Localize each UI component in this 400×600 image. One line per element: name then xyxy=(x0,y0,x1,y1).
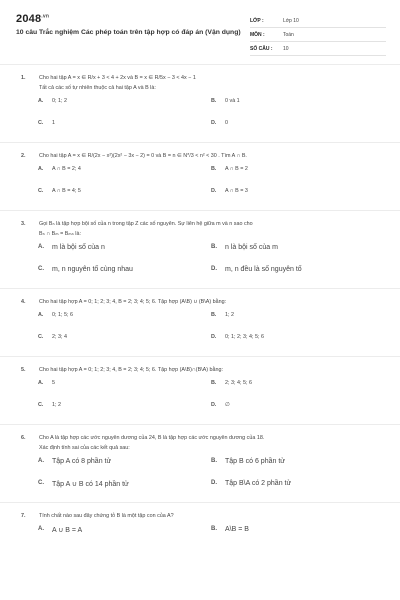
option-text: A ∩ B = 2; 4 xyxy=(52,166,81,172)
option-label: D. xyxy=(211,402,217,408)
question-number: 6. xyxy=(21,435,26,441)
option-label: A. xyxy=(38,98,44,104)
question-line xyxy=(16,73,384,83)
option-text: ∅ xyxy=(225,402,230,408)
answer-option-a[interactable] xyxy=(38,380,211,402)
option-label: A. xyxy=(38,312,44,318)
logo-text: 2048 xyxy=(16,13,42,25)
question-6 xyxy=(0,424,400,502)
option-label: A. xyxy=(38,166,44,172)
question-number: 1. xyxy=(21,75,26,81)
question-text: Tính chất nào sau đây chứng tỏ B là một tập con của A? xyxy=(39,513,174,519)
info-key: SỐ CÂU : xyxy=(250,45,273,52)
answer-option-a[interactable] xyxy=(38,526,211,548)
option-text: A ∩ B = 2 xyxy=(225,166,248,172)
option-label: B. xyxy=(211,458,217,464)
info-value: 10 xyxy=(283,45,289,52)
answer-option-c[interactable] xyxy=(38,266,211,288)
option-text: A ∩ B = 3 xyxy=(225,188,248,194)
answer-options xyxy=(16,312,384,356)
question-line xyxy=(16,433,384,443)
answer-option-a[interactable] xyxy=(38,458,211,480)
option-label: A. xyxy=(38,380,44,386)
answer-option-b[interactable] xyxy=(211,166,384,188)
answer-option-d[interactable] xyxy=(211,402,384,424)
answer-options xyxy=(16,458,384,502)
option-label: B. xyxy=(211,166,217,172)
option-label: B. xyxy=(211,526,217,532)
question-number: 2. xyxy=(21,153,26,159)
question-subtext: Bₙ ∩ Bₘ = Bₘₙ là: xyxy=(39,231,82,237)
info-box xyxy=(250,14,386,56)
option-label: C. xyxy=(38,266,44,272)
question-line xyxy=(16,365,384,375)
answer-option-a[interactable] xyxy=(38,98,211,120)
question-text: Gọi Bₙ là tập hợp bội số của n trong tập Z các số nguyên. Sự liên hệ giữa m và n sao cho xyxy=(39,221,253,227)
option-text: m là bội số của n xyxy=(52,244,105,251)
answer-option-c[interactable] xyxy=(38,402,211,424)
option-label: B. xyxy=(211,380,217,386)
question-text: Cho hai tập A = x ∈ R/(2x − x²)(2x² − 3x − 2) = 0 và B = n ∈ N*/3 < n² < 30 . Tìm A ∩ B. xyxy=(39,153,247,159)
option-label: D. xyxy=(211,480,217,486)
option-text: Tập B\A có 2 phần tử xyxy=(225,480,292,487)
answer-options xyxy=(16,526,384,548)
answer-options xyxy=(16,380,384,424)
answer-option-b[interactable] xyxy=(211,312,384,334)
answer-options xyxy=(16,166,384,210)
question-number: 7. xyxy=(21,513,26,519)
question-line xyxy=(16,219,384,229)
option-text: A ∪ B = A xyxy=(52,527,83,534)
answer-option-b[interactable] xyxy=(211,458,384,480)
question-number: 4. xyxy=(21,299,26,305)
option-label: A. xyxy=(38,526,44,532)
option-text: 2; 3; 4 xyxy=(52,334,67,340)
option-text: 1; 2 xyxy=(52,402,61,408)
info-row-class xyxy=(250,14,386,28)
info-row-subject xyxy=(250,28,386,42)
option-text: Tập A ∪ B có 14 phần tử xyxy=(52,481,129,488)
answer-option-a[interactable] xyxy=(38,166,211,188)
option-text: Tập A có 8 phần tử xyxy=(52,458,112,465)
answer-option-b[interactable] xyxy=(211,526,384,548)
answer-option-a[interactable] xyxy=(38,244,211,266)
option-text: 5 xyxy=(52,380,55,386)
option-label: A. xyxy=(38,458,44,464)
option-label: B. xyxy=(211,244,217,250)
question-line xyxy=(16,297,384,307)
answer-option-b[interactable] xyxy=(211,98,384,120)
answer-option-b[interactable] xyxy=(211,380,384,402)
answer-option-d[interactable] xyxy=(211,480,384,502)
option-text: 1; 2 xyxy=(225,312,234,318)
option-text: m, n nguyên tố cùng nhau xyxy=(52,266,133,273)
question-line xyxy=(16,151,384,161)
option-text: 0; 1; 5; 6 xyxy=(52,312,73,318)
question-text: Cho A là tập hợp các ước nguyên dương của 24, B là tập hợp các ước nguyên dương của 18. xyxy=(39,435,265,441)
info-value: Lớp 10 xyxy=(283,17,299,24)
question-number: 5. xyxy=(21,367,26,373)
option-text: Tập B có 6 phần tử xyxy=(225,458,285,465)
page-header xyxy=(0,0,400,56)
answer-option-c[interactable] xyxy=(38,334,211,356)
option-label: D. xyxy=(211,266,217,272)
option-label: C. xyxy=(38,188,44,194)
option-text: A ∩ B = 4; 5 xyxy=(52,188,81,194)
option-text: n là bội số của m xyxy=(225,244,278,251)
option-text: 0; 1; 2; 3; 4; 5; 6 xyxy=(225,334,264,340)
option-label: D. xyxy=(211,188,217,194)
option-text: A\B = B xyxy=(225,526,249,533)
info-value: Toán xyxy=(283,31,294,38)
option-label: B. xyxy=(211,98,217,104)
question-subtext: Tất cả các số tự nhiên thuộc cả hai tập A và B là: xyxy=(39,85,156,91)
info-row-count xyxy=(250,42,386,56)
question-7 xyxy=(0,502,400,548)
info-key: LỚP : xyxy=(250,17,264,24)
answer-option-c[interactable] xyxy=(38,120,211,142)
question-1 xyxy=(0,64,400,142)
option-text: 1 xyxy=(52,120,55,126)
option-text: 0 và 1 xyxy=(225,98,240,104)
option-label: C. xyxy=(38,402,44,408)
question-list xyxy=(0,64,400,548)
question-line xyxy=(16,511,384,521)
info-key: MÔN : xyxy=(250,31,265,38)
option-label: D. xyxy=(211,120,217,126)
answer-option-c[interactable] xyxy=(38,480,211,502)
answer-option-d[interactable] xyxy=(211,334,384,356)
question-text: Cho hai tập A = x ∈ R/x + 3 < 4 + 2x và B = x ∈ R/5x − 3 < 4x − 1 xyxy=(39,75,196,81)
answer-option-a[interactable] xyxy=(38,312,211,334)
option-label: C. xyxy=(38,480,44,486)
logo-suffix: .vn xyxy=(41,13,50,20)
option-label: A. xyxy=(38,244,44,250)
question-number: 3. xyxy=(21,221,26,227)
answer-option-b[interactable] xyxy=(211,244,384,266)
answer-options xyxy=(16,244,384,288)
question-subtext: Xác định tính sai của các kết quả sau: xyxy=(39,445,130,451)
question-2 xyxy=(0,142,400,210)
question-4 xyxy=(0,288,400,356)
answer-options xyxy=(16,98,384,142)
question-5 xyxy=(0,356,400,424)
answer-option-d[interactable] xyxy=(211,188,384,210)
site-logo[interactable] xyxy=(16,13,49,25)
answer-option-d[interactable] xyxy=(211,120,384,142)
option-label: D. xyxy=(211,334,217,340)
option-text: 0; 1; 2 xyxy=(52,98,67,104)
question-text: Cho hai tập hợp A = 0; 1; 2; 3; 4, B = 2; 3; 4; 5; 6. Tập hợp (A\B)∩(B\A) bằng: xyxy=(39,367,224,373)
option-text: m, n đều là số nguyên tố xyxy=(225,266,302,273)
option-label: B. xyxy=(211,312,217,318)
option-label: C. xyxy=(38,334,44,340)
answer-option-d[interactable] xyxy=(211,266,384,288)
option-text: 0 xyxy=(225,120,228,126)
option-label: C. xyxy=(38,120,44,126)
question-3 xyxy=(0,210,400,288)
answer-option-c[interactable] xyxy=(38,188,211,210)
document-title: 10 câu Trắc nghiệm Các phép toán trên tập hợp có đáp án (Vận dụng) xyxy=(16,29,241,36)
option-text: 2; 3; 4; 5; 6 xyxy=(225,380,252,386)
question-text: Cho hai tập hợp A = 0; 1; 2; 3; 4, B = 2; 3; 4; 5; 6. Tập hợp (A\B) ∪ (B\A) bằng: xyxy=(39,299,227,305)
